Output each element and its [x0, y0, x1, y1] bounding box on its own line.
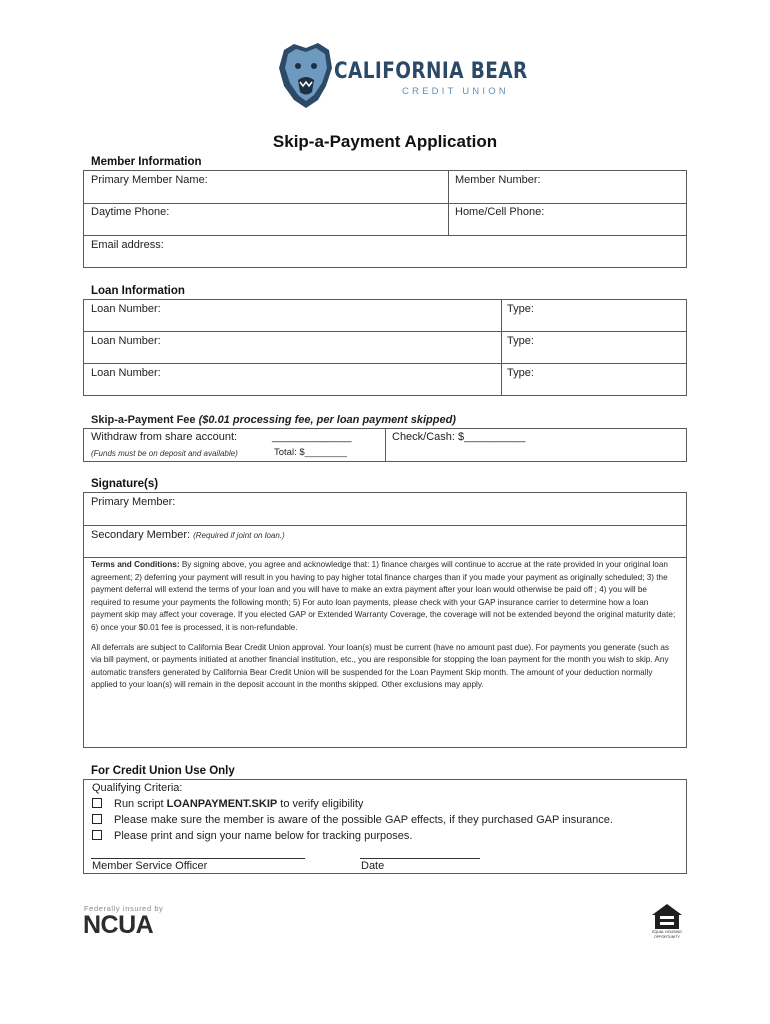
signature-box: [83, 492, 687, 748]
credit-union-box: [83, 779, 687, 874]
criteria-item-gap: Please make sure the member is aware of the possible GAP effects, if they purchased GAP insurance.: [92, 814, 613, 826]
qualifying-criteria-label: Qualifying Criteria:: [92, 782, 183, 794]
officer-signature-line[interactable]: [91, 858, 305, 859]
member-service-officer-label: Member Service Officer: [92, 860, 208, 872]
loan-type-field[interactable]: Type:: [507, 303, 534, 315]
checkbox[interactable]: [92, 830, 102, 840]
withdraw-share-label: Withdraw from share account:: [91, 431, 238, 443]
fee-section-label: Skip-a-Payment Fee: [91, 414, 196, 426]
terms-body: By signing above, you agree and acknowledge that: 1) finance charges will continue to accrue at the rate provided in your original loan agreement; 2) deferring your payment will result in you having to pay higher total finance charges than if you made your payment as originally scheduled; 3) the payment deferral will extend the terms of your loan and you will have to make an extra payment after your loan would otherwise be paid off ; 4) you will be required to resume your payments the following month; 5) For auto loan payments, please check with your GAP insurance carrier to determine how a loan payment skip may affect your coverage. If you elected GAP or Extended Warranty Coverage, the coverage will not be extended beyond the original maturity date; 6) once your $0.01 fee is processed, it is non-refundable.: [91, 560, 676, 632]
member-number-field[interactable]: Member Number:: [455, 174, 541, 186]
ncua-tagline: Federally insured by: [84, 904, 164, 913]
withdraw-amount-field[interactable]: _____________: [272, 431, 352, 443]
total-amount-field[interactable]: Total: $________: [274, 447, 347, 458]
loan-number-field[interactable]: Loan Number:: [91, 367, 161, 379]
loan-section-label: Loan Information: [91, 285, 185, 297]
fee-box: [83, 428, 687, 462]
equal-housing-icon: [648, 902, 686, 932]
page-title: Skip-a-Payment Application: [272, 132, 498, 151]
loan-type-field[interactable]: Type:: [507, 335, 534, 347]
secondary-member-label: Secondary Member:: [91, 529, 191, 541]
deferrals-text: All deferrals are subject to California Bear Credit Union approval. Your loan(s) must be current (have no amount past due). For payments you generate (such as via bill payment, or payments initiated at another financial institution, etc., you are responsible for stopping the loan payment for the month you wish to skip. Any automatic transfers generated by California Bear Credit Union will be suspended for the Loan Payment Skip month. The amount of your deduction normally applied to your loan(s) will remain in the deposit account in the months skipped. Other exclusions may apply.: [91, 642, 669, 690]
date-line[interactable]: [360, 858, 480, 859]
ncua-logo: NCUA: [83, 911, 154, 939]
criteria-item-script: Run script LOANPAYMENT.SKIP to verify eligibility: [92, 798, 363, 810]
daytime-phone-field[interactable]: Daytime Phone:: [91, 206, 170, 218]
loan-info-box: [83, 299, 687, 396]
email-field[interactable]: Email address:: [91, 239, 164, 251]
member-section-label: Member Information: [91, 156, 202, 168]
credit-union-section-label: For Credit Union Use Only: [91, 765, 235, 777]
checkbox[interactable]: [92, 798, 102, 808]
fee-section-note: ($0.01 processing fee, per loan payment skipped): [198, 414, 456, 426]
secondary-member-note: (Required if joint on loan.): [193, 531, 285, 540]
check-cash-field[interactable]: Check/Cash: $__________: [392, 431, 526, 443]
criteria-item-sign: Please print and sign your name below for tracking purposes.: [92, 830, 412, 842]
logo-name: CALIFORNIA BEAR: [334, 59, 528, 84]
fee-section-heading: [91, 414, 456, 426]
funds-note: (Funds must be on deposit and available): [91, 449, 238, 458]
date-label: Date: [361, 860, 385, 872]
loan-number-field[interactable]: Loan Number:: [91, 303, 161, 315]
loan-type-field[interactable]: Type:: [507, 367, 534, 379]
bear-head-icon: [276, 40, 336, 110]
checkbox[interactable]: [92, 814, 102, 824]
member-info-box: [83, 170, 687, 268]
loan-number-field[interactable]: Loan Number:: [91, 335, 161, 347]
primary-member-signature-field[interactable]: Primary Member:: [91, 496, 176, 508]
script-name: LOANPAYMENT.SKIP: [166, 798, 278, 810]
terms-and-conditions: [91, 559, 677, 699]
secondary-member-signature-field[interactable]: [91, 529, 285, 541]
equal-housing-label: EQUAL HOUSING OPPORTUNITY: [652, 930, 682, 939]
home-cell-phone-field[interactable]: Home/Cell Phone:: [455, 206, 545, 218]
logo-text: [334, 60, 565, 97]
terms-heading: Terms and Conditions:: [91, 560, 180, 569]
primary-member-name-field[interactable]: Primary Member Name:: [91, 174, 208, 186]
logo-subtitle: CREDIT UNION: [402, 86, 509, 97]
signature-section-label: Signature(s): [91, 478, 159, 490]
